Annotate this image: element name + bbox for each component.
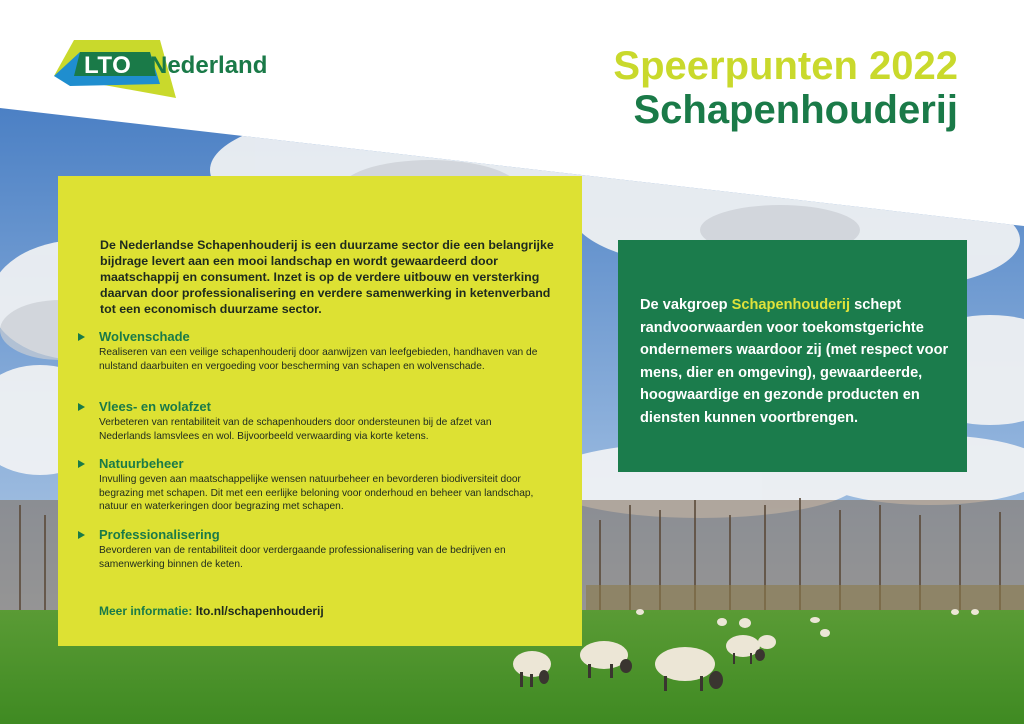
more-info-label: Meer informatie: bbox=[99, 604, 193, 618]
page-title-sector: Schapenhouderij bbox=[633, 88, 958, 132]
speerpunt-heading: Professionalisering bbox=[99, 527, 220, 542]
sheep bbox=[636, 609, 644, 615]
bullet-arrow-icon bbox=[78, 531, 85, 539]
vakgroep-text-end: schept randvoorwaarden voor toekomstgerichte ondernemers waardoor zij (met respect voor mens, dier en omgeving), gewaardeerde, hoogwaardige en gezonde producten en diensten kunnen voortbrengen. bbox=[640, 297, 949, 426]
speerpunt-heading: Natuurbeheer bbox=[99, 456, 184, 471]
bullet-arrow-icon bbox=[78, 403, 85, 411]
more-info-link[interactable]: lto.nl/schapenhouderij bbox=[195, 604, 324, 618]
speerpunt-body: Bevorderen van de rentabiliteit door verdergaande professionalisering van de bedrijven en samenwerking binnen de keten. bbox=[99, 545, 506, 570]
sheep bbox=[820, 629, 830, 637]
logo-lto: LTO bbox=[84, 52, 132, 79]
bullet-arrow-icon bbox=[78, 333, 85, 341]
sheep bbox=[717, 618, 727, 626]
speerpunt-body: Invulling geven aan maatschappelijke wensen natuurbeheer en bevorderen biodiversiteit door begrazing met schapen. Dit met een eerlijke beloning voor onderhoud en beheer van landschap, natuur en waterkeringen door begrazing met schapen. bbox=[99, 474, 534, 512]
vakgroep-highlight: Schapenhouderij bbox=[731, 297, 851, 313]
vakgroep-statement bbox=[640, 294, 952, 429]
sheep bbox=[739, 618, 751, 628]
more-info bbox=[99, 604, 324, 618]
sheep bbox=[758, 635, 776, 649]
speerpunt-heading: Vlees- en wolafzet bbox=[99, 399, 211, 414]
page-title-year: Speerpunten 2022 bbox=[613, 44, 958, 88]
sheep bbox=[971, 609, 979, 615]
speerpunt-heading: Wolvenschade bbox=[99, 329, 190, 344]
sheep bbox=[810, 617, 820, 623]
speerpunt-body: Verbeteren van rentabiliteit van de schapenhouders door ondersteunen bij de afzet van Nederlands lamsvlees en wol. Bijvoorbeeld verwaarding via korte ketens. bbox=[99, 417, 492, 442]
sheep bbox=[951, 609, 959, 615]
speerpunt-body: Realiseren van een veilige schapenhouderij door aanwijzen van leefgebieden, handhaven van de nulstand daarbuiten en vergoeding voor bescherming van schapen en wolvenschade. bbox=[99, 347, 538, 372]
bullet-arrow-icon bbox=[78, 460, 85, 468]
vakgroep-text-start: De vakgroep bbox=[640, 297, 732, 313]
intro-paragraph: De Nederlandse Schapenhouderij is een duurzame sector die een belangrijke bijdrage levert aan een mooi landschap en wordt gewaardeerd door maatschappij en consument. Inzet is op de verdere uitbouw en versterking daarvan door professionalisering en verdere samenwerking in ketenverband tot een economisch duurzame sector. bbox=[100, 238, 554, 316]
logo-nederland: Nederland bbox=[150, 52, 268, 79]
